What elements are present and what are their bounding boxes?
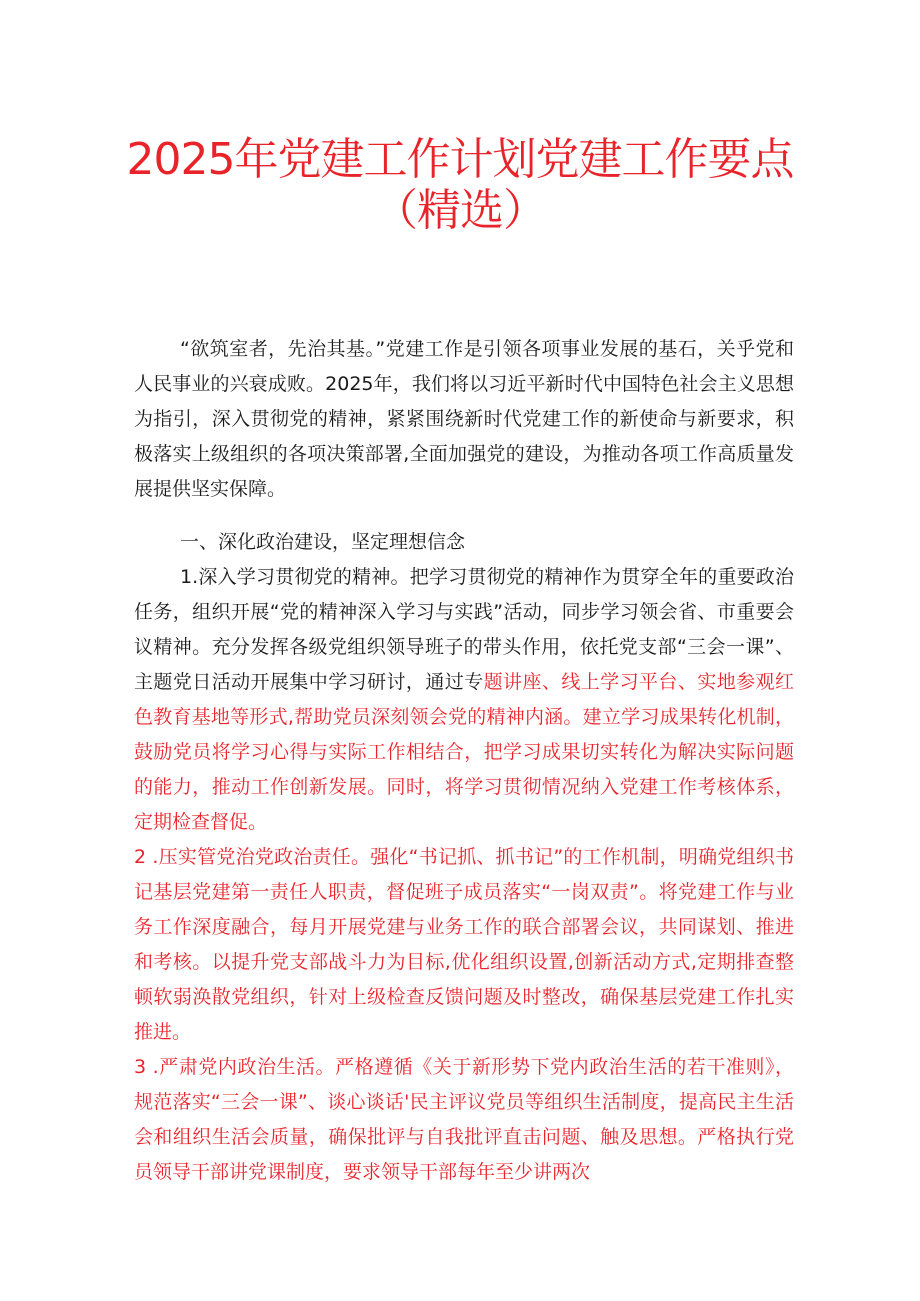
item-3-paragraph: 3 .严肃党内政治生活。严格遵循《关于新形势下党内政治生活的若干准则》，规范落实“三会一课”、谈心谈话'民主评议党员等组织生活制度，提高民主生活会和组织生活会质量，确保批评与自我批评直击问题、触及思想。严格执行党员领导干部讲党课制度，要求领导干部每年至少讲两次 xyxy=(134,1056,794,1183)
item-1-black-text: 1.深入学习贯彻党的精神。把学习贯彻党的精神作为贯穿全年的重要政治任务，组织开展“党的精神深入学习与实践”活动，同步学习领会省、市重要会议精神。充分发挥各级党组织领导班子的带头作用，依托党支部“三会一课”、主题党日活动开展集中学习研讨，通过专 xyxy=(134,566,794,693)
document-body xyxy=(134,332,794,1190)
document-subtitle: （精选） xyxy=(374,185,546,236)
item-2-paragraph: 2 .压实管党治党政治责任。强化“书记抓、抓书记”的工作机制，明确党组织书记基层党建第一责任人职责，督促班子成员落实“一岗双责”。将党建工作与业务工作深度融合，每月开展党建与业务工作的联合部署会议，共同谋划、推进和考核。以提升党支部战斗力为目标,优化组织设置,创新活动方式,定期排查整顿软弱涣散党组织，针对上级检查反馈问题及时整改，确保基层党建工作扎实推进。 xyxy=(134,846,794,1043)
item-1-paragraph xyxy=(134,560,794,840)
document-title: 2025年党建工作计划党建工作要点 xyxy=(126,134,794,185)
intro-paragraph: “欲筑室者，先治其基。”党建工作是引领各项事业发展的基石，关乎党和人民事业的兴衰成败。2025年，我们将以习近平新时代中国特色社会主义思想为指引，深入贯彻党的精神，紧紧围绕新时代党建工作的新使命与新要求，积极落实上级组织的各项决策部署,全面加强党的建设，为推动各项工作高质量发展提供坚实保障。 xyxy=(134,338,794,500)
item-1-red-text: 题讲座、线上学习平台、实地参观红色教育基地等形式,帮助党员深刻领会党的精神内涵。建立学习成果转化机制，鼓励党员将学习心得与实际工作相结合，把学习成果切实转化为解决实际问题的能力，推动工作创新发展。同时，将学习贯彻情况纳入党建工作考核体系，定期检查督促。 xyxy=(134,671,794,833)
section-heading: 一、深化政治建设，坚定理想信念 xyxy=(180,531,466,553)
